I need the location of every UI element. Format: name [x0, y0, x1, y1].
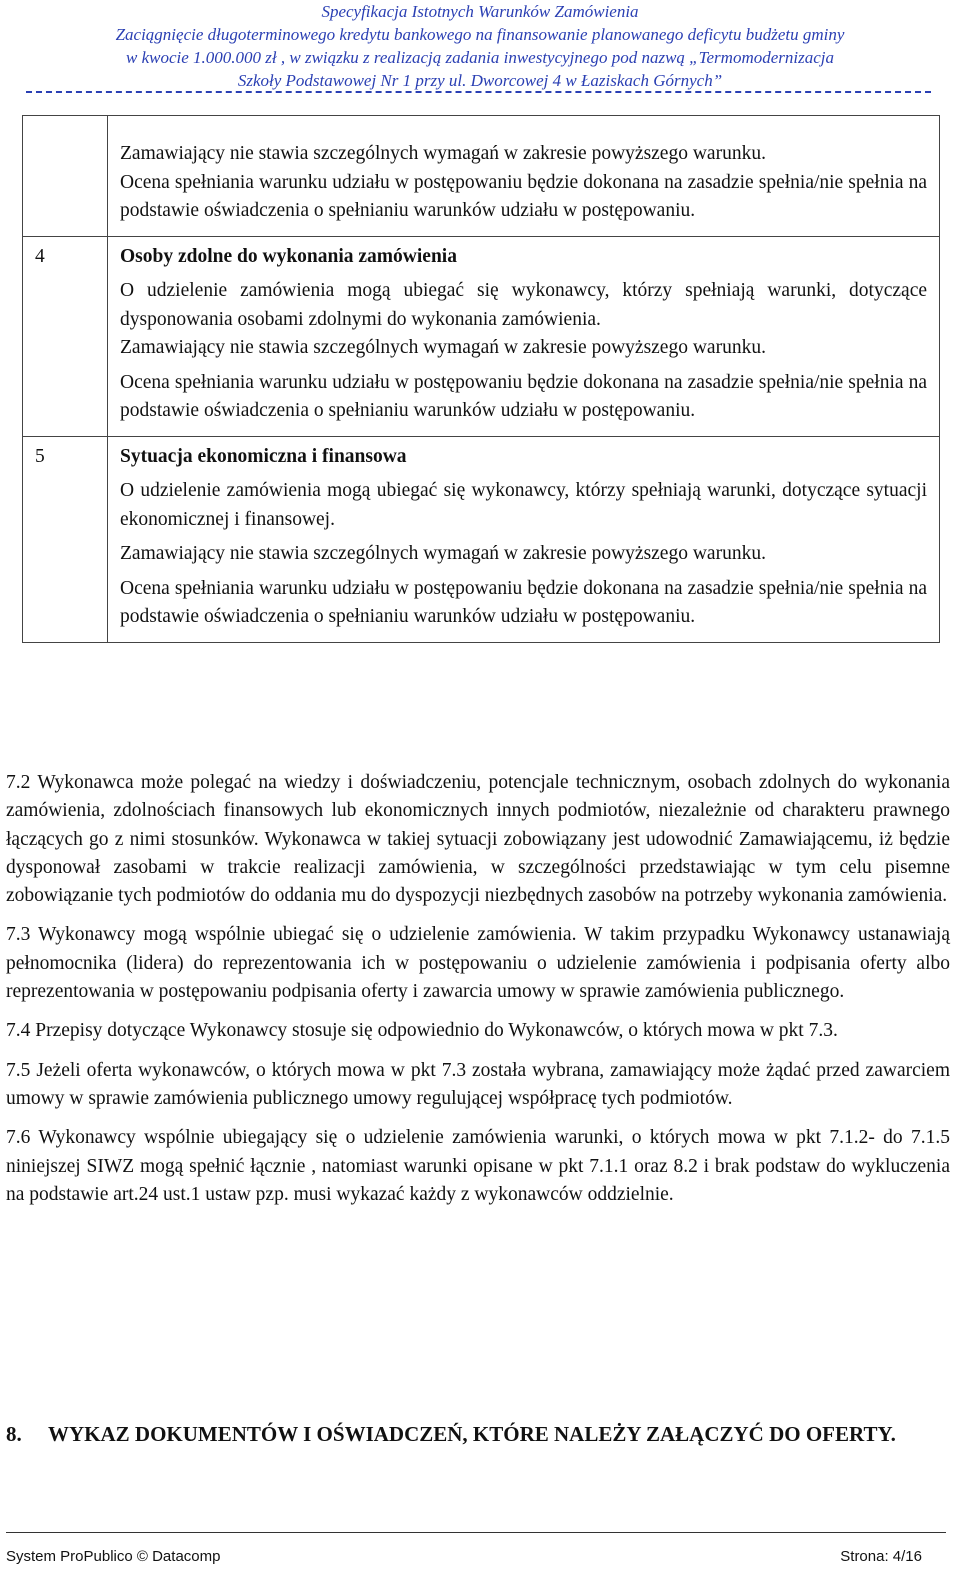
- row-number: 5: [23, 436, 108, 642]
- row-paragraph: Ocena spełniania warunku udziału w postępowaniu będzie dokonana na zasadzie spełnia/nie spełnia na podstawie oświadczenia o spełnianiu warunków udziału w postępowaniu.: [120, 171, 927, 221]
- footer-divider: [6, 1532, 946, 1533]
- table-row: [23, 236, 940, 436]
- section-title: WYKAZ DOKUMENTÓW I OŚWIADCZEŃ, KTÓRE NALEŻY ZAŁĄCZYĆ DO OFERTY.: [48, 1422, 896, 1446]
- row-number-cell: [23, 116, 108, 237]
- row-paragraph: O udzielenie zamówienia mogą ubiegać się wykonawcy, którzy spełniają warunki, dotyczące dysponowania osobami zdolnymi do wykonania zamówienia.: [120, 280, 927, 330]
- section-number: 8.: [6, 1422, 22, 1446]
- row-paragraph: O udzielenie zamówienia mogą ubiegać się wykonawcy, którzy spełniają warunki, dotyczące sytuacji ekonomicznej i finansowej.: [120, 480, 927, 530]
- row-paragraph: Zamawiający nie stawia szczególnych wymagań w zakresie powyższego warunku.: [120, 337, 766, 358]
- row-body-cell: [108, 116, 940, 237]
- footer-left: System ProPublico © Datacomp: [6, 1548, 221, 1565]
- section-8-heading: [6, 1420, 950, 1449]
- document-header: [0, 0, 960, 92]
- header-line-1: Specyfikacja Istotnych Warunków Zamówienia: [321, 2, 639, 21]
- row-title: Osoby zdolne do wykonania zamówienia: [120, 245, 457, 267]
- paragraph-7-6: 7.6 Wykonawcy wspólnie ubiegający się o udzielenie zamówienia warunki, o których mowa w pkt 7.1.2- do 7.1.5 niniejszej SIWZ mogą spełnić łącznie , natomiast warunki opisane w pkt 7.1.1 oraz 8.2 i brak podstaw do wykluczenia na podstawie art.24 ust.1 ustaw pzp. musi wykazać każdy z wykonawców oddzielnie.: [6, 1127, 950, 1205]
- page-footer: [6, 1548, 922, 1565]
- row-paragraph: Zamawiający nie stawia szczególnych wymagań w zakresie powyższego warunku.: [120, 543, 766, 564]
- header-line-3: w kwocie 1.000.000 zł , w związku z realizacją zadania inwestycyjnego pod nazwą „Termomodernizacja: [125, 48, 834, 67]
- conditions-table: [22, 115, 940, 643]
- row-number: 4: [23, 236, 108, 436]
- header-line-2: Zaciągnięcie długoterminowego kredytu bankowego na finansowanie planowanego deficytu budżetu gminy: [115, 25, 845, 44]
- row-paragraph: Zamawiający nie stawia szczególnych wymagań w zakresie powyższego warunku.: [120, 143, 766, 164]
- row-paragraph: Ocena spełniania warunku udziału w postępowaniu będzie dokonana na zasadzie spełnia/nie spełnia na podstawie oświadczenia o spełnianiu warunków udziału w postępowaniu.: [120, 371, 927, 421]
- row-body-cell: [108, 436, 940, 642]
- row-paragraph: Ocena spełniania warunku udziału w postępowaniu będzie dokonana na zasadzie spełnia/nie spełnia na podstawie oświadczenia o spełnianiu warunków udziału w postępowaniu.: [120, 577, 927, 627]
- paragraph-7-2: 7.2 Wykonawca może polegać na wiedzy i doświadczeniu, potencjale technicznym, osobach zdolnych do wykonania zamówienia, zdolnościach finansowych lub ekonomicznych innych podmiotów, niezależnie od charakteru prawnego łączących go z nimi stosunków. Wykonawca w takiej sytuacji zobowiązany jest udowodnić Zamawiającemu, iż będzie dysponował zasobami w trakcie realizacji zamówienia, w szczególności przedstawiając w tym celu pisemne zobowiązanie tych podmiotów do oddania mu do dyspozycji niezbędnych zasobów na potrzeby wykonania zamówienia.: [6, 772, 950, 907]
- paragraph-7-4: 7.4 Przepisy dotyczące Wykonawcy stosuje się odpowiednio do Wykonawców, o których mowa w pkt 7.3.: [6, 1020, 838, 1042]
- page-number: Strona: 4/16: [840, 1548, 922, 1565]
- paragraph-7-3: 7.3 Wykonawcy mogą wspólnie ubiegać się o udzielenie zamówienia. W takim przypadku Wykonawcy ustanawiają pełnomocnika (lidera) do reprezentowania ich w postępowaniu o udzielenie zamówienia i podpisania oferty albo reprezentowania w postępowaniu podpisania oferty i zawarcia umowy w sprawie zamówienia publicznego.: [6, 924, 950, 1003]
- table-row: [23, 116, 940, 237]
- header-divider: [26, 91, 931, 93]
- row-title: Sytuacja ekonomiczna i finansowa: [120, 445, 407, 467]
- main-text: [6, 769, 950, 1220]
- table-row: [23, 436, 940, 642]
- header-line-4: Szkoły Podstawowej Nr 1 przy ul. Dworcowej 4 w Łaziskach Górnych”: [237, 71, 723, 90]
- row-body-cell: [108, 236, 940, 436]
- paragraph-7-5: 7.5 Jeżeli oferta wykonawców, o których mowa w pkt 7.3 została wybrana, zamawiający może żądać przed zawarciem umowy w sprawie zamówienia publicznego umowy regulującej współpracę tych podmiotów.: [6, 1059, 950, 1109]
